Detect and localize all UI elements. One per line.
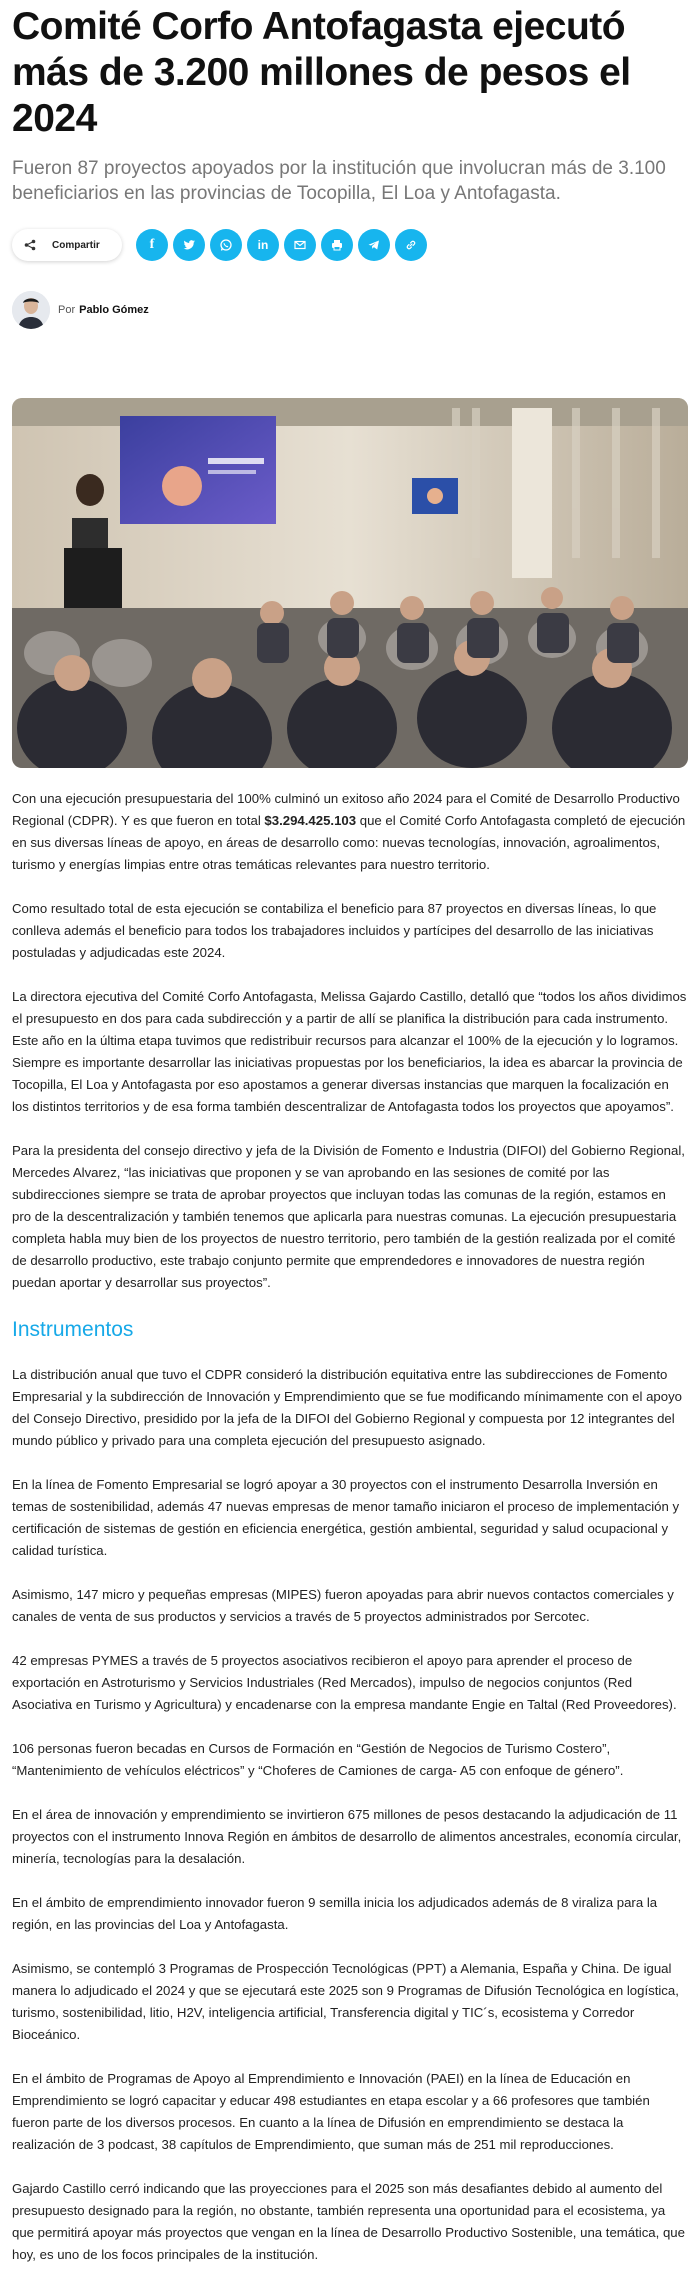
paragraph: Gajardo Castillo cerró indicando que las proyecciones para el 2025 son más desafiantes debido al aumento del presupuesto designado para la región, no obstante, también representa una oportunidad para el ecosistema, ya que permitirá apoyar más proyectos que vengan en la línea de Desarrollo Productivo Sostenible, una temática, que hoy, es uno de los focos principales de la institución. <box>12 2181 685 2262</box>
paragraph: En el ámbito de Programas de Apoyo al Emprendimiento e Innovación (PAEI) en la línea de Educación en Emprendimiento se logró capacitar y educar 498 estudiantes en etapa escolar y a 66 profesores que también fueron parte de los diversos procesos. En cuanto a la línea de Difusión en emprendimiento se destaca la realización de 3 podcast, 38 capítulos de Emprendimiento, que suman más de 251 mil reproducciones. <box>12 2071 650 2152</box>
avatar[interactable] <box>12 291 50 329</box>
paragraph: En el área de innovación y emprendimiento se invirtieron 675 millones de pesos destacando la adjudicación de 11 proyectos con el instrumento Innova Región en ámbitos de desarrollo de alimentos ancestrales, economía circular, minería, tecnologías para la desalación. <box>12 1807 682 1866</box>
share-bar <box>12 228 688 262</box>
paragraph: Asimismo, 147 micro y pequeñas empresas (MIPES) fueron apoyadas para abrir nuevos contactos comerciales y canales de venta de sus productos y servicios a través de 5 proyectos administrados por Sercotec. <box>12 1587 674 1624</box>
twitter-icon[interactable] <box>173 229 205 261</box>
author-prefix: Por <box>58 304 76 316</box>
print-icon[interactable] <box>321 229 353 261</box>
copy-link-icon[interactable] <box>395 229 427 261</box>
paragraph: En el ámbito de emprendimiento innovador fueron 9 semilla inicia los adjudicados además de 8 viraliza para la región, en las provincias del Loa y Antofagasta. <box>12 1895 658 1932</box>
section-heading: Instrumentos <box>12 1318 134 1341</box>
paragraph: 42 empresas PYMES a través de 5 proyectos asociativos recibieron el apoyo para aprender el proceso de exportación en Astroturismo y Servicios Industriales (Red Mercados), impulso de negocios conjuntos (Red Asociativa en Turismo y Agricultura) y encadenarse con la empresa mandante Engie en Taltal (Red Proveedores). <box>12 1653 677 1712</box>
paragraph: Para la presidenta del consejo directivo y jefa de la División de Fomento e Industria (DIFOI) del Gobierno Regional, Mercedes Alvarez, “las iniciativas que proponen y se van aprobando en las sesiones de comité por las subdirecciones siempre se trata de aprobar proyectos que incluyan todas las comunas de la región, estamos en pro de la descentralización y también tenemos que aplicarla para nuestras comunas. La ejecución presupuestaria completa habla muy bien de los proyectos de nuestro territorio, pero también de la gestión realizada por el comité de desarrollo productivo, este trabajo conjunto permite que emprendedores e innovadores de nuestra región puedan aportar y desarrollar sus proyectos”. <box>12 1143 685 1290</box>
facebook-icon[interactable]: f <box>136 229 168 261</box>
budget-amount: $3.294.425.103 <box>264 813 357 828</box>
paragraph: Con una ejecución presupuestaria del 100% culminó un exitoso año 2024 para el Comité de Desarrollo Productivo Regional (CDPR). Y es que fueron en total $3.294.425.103 que el Comité Corfo Antofagasta completó de ejecución en sus diversas líneas de apoyo, en áreas de desarrollo como: nuevas tecnologías, innovación, agroalimentos, turismo y energías limpias entre otras temáticas relevantes para nuestro territorio. <box>12 791 686 872</box>
paragraph: La distribución anual que tuvo el CDPR consideró la distribución equitativa entre las subdirecciones de Fomento Empresarial y la subdirección de Innovación y Emprendimiento que se fue modificando mínimamente con el apoyo del Consejo Directivo, presidido por la jefa de la DIFOI del Gobierno Regional y compuesta por 12 integrantes del mundo público y privado para una completa ejecución del presupuesto asignado. <box>12 1367 682 1448</box>
article-title: Comité Corfo Antofagasta ejecutó más de 3.200 millones de pesos el 2024 <box>12 5 631 140</box>
article-subtitle: Fueron 87 proyectos apoyados por la institución que involucran más de 3.100 beneficiarios en las provincias de Tocopilla, El Loa y Antofagasta. <box>12 158 666 204</box>
author-block <box>12 290 688 330</box>
share-icon <box>24 239 36 251</box>
paragraph: 106 personas fueron becadas en Cursos de Formación en “Gestión de Negocios de Turismo Costero”, “Mantenimiento de vehículos eléctricos” y “Choferes de Camiones de carga- A5 con enfoque de género”. <box>12 1741 624 1778</box>
author-name[interactable]: Pablo Gómez <box>79 304 149 316</box>
paragraph: La directora ejecutiva del Comité Corfo Antofagasta, Melissa Gajardo Castillo, detalló que “todos los años dividimos el presupuesto en dos para cada subdirección y a partir de allí se planifica la distribución para cada instrumento. Este año en la última etapa tuvimos que redistribuir recursos para alcanzar el 100% de la ejecución y lo logramos. Siempre es importante desarrollar las iniciativas propuestas por los beneficiarios, la idea es abarcar la provincia de Tocopilla, El Loa y Antofagasta por eso apostamos a generar diversas instancias que marquen la focalización en los distintos territorios y de esa forma también descentralizar de Antofagasta todos los proyectos que apoyamos”. <box>12 989 687 1114</box>
share-label: Compartir <box>52 239 100 251</box>
article-body <box>12 788 688 2266</box>
linkedin-icon[interactable]: in <box>247 229 279 261</box>
paragraph: Asimismo, se contempló 3 Programas de Prospección Tecnológicas (PPT) a Alemania, España y China. De igual manera lo adjudicado el 2024 y que se ejecutará este 2025 son 9 Programas de Difusión Tecnológica en logística, turismo, sostenibilidad, litio, H2V, inteligencia artificial, Transferencia digital y TIC´s, ecosistema y Corredor Bioceánico. <box>12 1961 679 2042</box>
paragraph: En la línea de Fomento Empresarial se logró apoyar a 30 proyectos con el instrumento Desarrolla Inversión en temas de sostenibilidad, además 47 nuevas empresas de menor tamaño iniciaron el proceso de implementación y certificación de sistemas de gestión en eficiencia energética, gestión ambiental, seguridad y salud ocupacional y calidad turística. <box>12 1477 680 1558</box>
email-icon[interactable] <box>284 229 316 261</box>
paragraph: Como resultado total de esta ejecución se contabiliza el beneficio para 87 proyectos en diversas líneas, lo que conlleva además el beneficio para todos los trabajadores incluidos y partícipes del desarrollo de las iniciativas postuladas y adjudicadas este 2024. <box>12 901 657 960</box>
conference-photo <box>12 398 688 768</box>
share-button[interactable] <box>12 229 122 261</box>
telegram-icon[interactable] <box>358 229 390 261</box>
whatsapp-icon[interactable] <box>210 229 242 261</box>
hero-image <box>12 398 688 768</box>
